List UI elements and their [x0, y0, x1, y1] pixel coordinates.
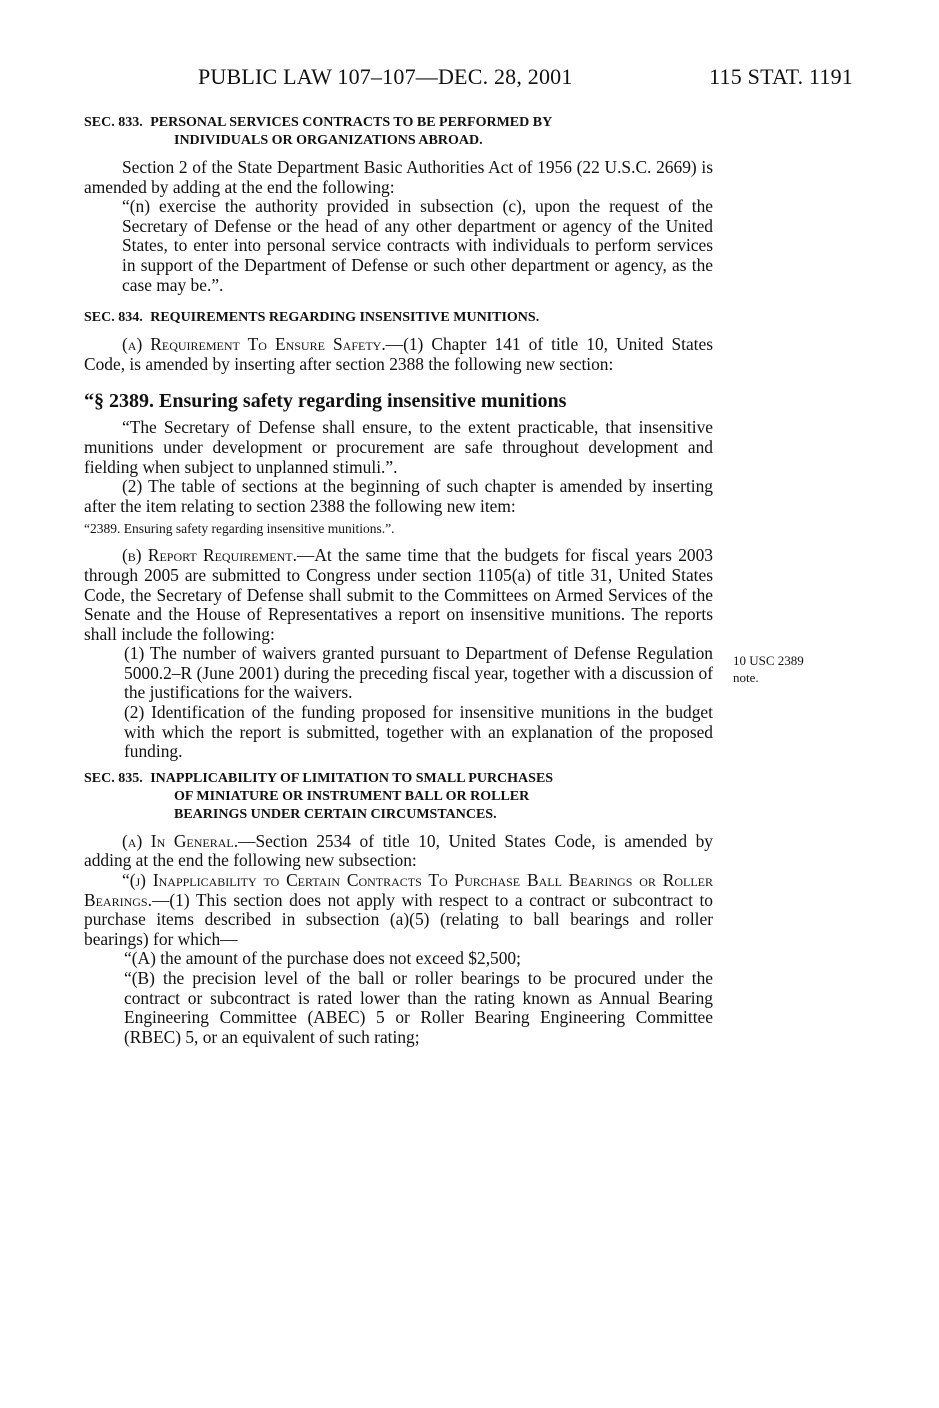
margin-note-citation: 10 USC 2389 [733, 653, 804, 668]
margin-note-suffix: note. [733, 670, 759, 685]
sec-833-subsection-n: “(n) exercise the authority provided in subsection (c), upon the request of the Secretary of Defense or the head of any other department or agency of the United States, to enter into personal service contracts with individuals to perform services in support of the Department of Defense or such other department or agency, as the case may be.”. [122, 196, 713, 295]
sec-833-paragraph: Section 2 of the State Department Basic Authorities Act of 1956 (22 U.S.C. 2669) is amended by adding at the end the following: [84, 157, 713, 197]
sec-834-subsection-a [84, 335, 713, 374]
sec-834-b-label: (b) Report Requirement. [122, 545, 297, 566]
sec-835-heading-line1: INAPPLICABILITY OF LIMITATION TO SMALL PURCHASES [150, 770, 554, 786]
sec-834-subsection-b [84, 546, 713, 644]
sec-834-a-label: (a) Requirement To Ensure Safety. [122, 334, 386, 355]
sec-835-subsection-a [84, 832, 713, 871]
sec-833-heading-line1: PERSONAL SERVICES CONTRACTS TO BE PERFORMED BY [150, 115, 553, 130]
sec-835-heading-line2: OF MINIATURE OR INSTRUMENT BALL OR ROLLER [174, 788, 530, 804]
new-section-2389-text: “The Secretary of Defense shall ensure, to the extent practicable, that insensitive munitions under development or procurement are safe throughout development and fielding when subject to unplanned stimuli.”. [84, 417, 713, 477]
document-body [84, 114, 713, 1047]
sec-834-a2: (2) The table of sections at the beginning of such chapter is amended by inserting after the item relating to section 2388 the following new item: [84, 476, 713, 516]
sec-835-a-text: —Section 2534 of title 10, United States Code, is amended by adding at the end the following new subsection: [84, 830, 713, 871]
sec-835-number: SEC. 835. [84, 770, 143, 786]
header-stat-page: 115 STAT. 1191 [709, 64, 853, 89]
sec-833-heading [84, 114, 713, 150]
sec-834-heading [84, 309, 713, 327]
new-section-2389-heading: “§ 2389. Ensuring safety regarding insensitive munitions [84, 390, 567, 413]
running-header [84, 64, 853, 100]
sec-835-j-text: —(1) This section does not apply with respect to a contract or subcontract to purchase items described in subsection (a)(5) (relating to ball bearings and roller bearings) for which— [84, 889, 713, 949]
sec-835-heading [84, 770, 713, 824]
sec-834-b-text: —At the same time that the budgets for fiscal years 2003 through 2005 are submitted to Congress under section 1105(a) of title 31, United States Code, the Secretary of Defense shall submit to the Committees on Armed Services of the Senate and the House of Representatives a report on insensitive munitions. The reports shall include the following: [84, 545, 713, 644]
sec-835-j-label: “(j) Inapplicability to Certain Contracts To Purchase Ball Bearings or Roller Bearings. [84, 870, 713, 910]
header-title: PUBLIC LAW 107–107—DEC. 28, 2001 [198, 64, 573, 89]
sec-833-heading-line2: INDIVIDUALS OR ORGANIZATIONS ABROAD. [174, 133, 483, 148]
sec-833-quoted-text [84, 197, 713, 295]
sec-834-b2: (2) Identification of the funding proposed for insensitive munitions in the budget with which the report is submitted, together with an explanation of the proposed funding. [124, 702, 713, 762]
sec-834-number: SEC. 834. [84, 310, 143, 326]
sec-835-clause-A: “(A) the amount of the purchase does not exceed $2,500; [124, 948, 521, 969]
sec-833-number: SEC. 833. [84, 115, 143, 130]
sec-834-b1: (1) The number of waivers granted pursuant to Department of Defense Regulation 5000.2–R (June 2001) during the preceding fiscal year, together with a discussion of the justifications for the waivers. [124, 643, 713, 703]
sec-835-clause-B: “(B) the precision level of the ball or roller bearings to be procured under the contract or subcontract is rated lower than the rating known as Annual Bearing Engineering Committee (ABEC) 5 or Roller Bearing Engineering Committee (RBEC) 5, or an equivalent of such rating; [124, 968, 713, 1047]
sec-834-heading-text: REQUIREMENTS REGARDING INSENSITIVE MUNITIONS. [150, 310, 540, 326]
sec-835-heading-line3: BEARINGS UNDER CERTAIN CIRCUMSTANCES. [174, 806, 497, 822]
sec-835-subsection-j [84, 871, 713, 949]
sec-834-a-text: —(1) Chapter 141 of title 10, United States Code, is amended by inserting after section 2388 the following new section: [84, 334, 713, 374]
sec-835-a-label: (a) In General. [122, 830, 239, 851]
margin-note [733, 652, 843, 686]
table-of-sections-item: “2389. Ensuring safety regarding insensitive munitions.”. [84, 521, 395, 537]
